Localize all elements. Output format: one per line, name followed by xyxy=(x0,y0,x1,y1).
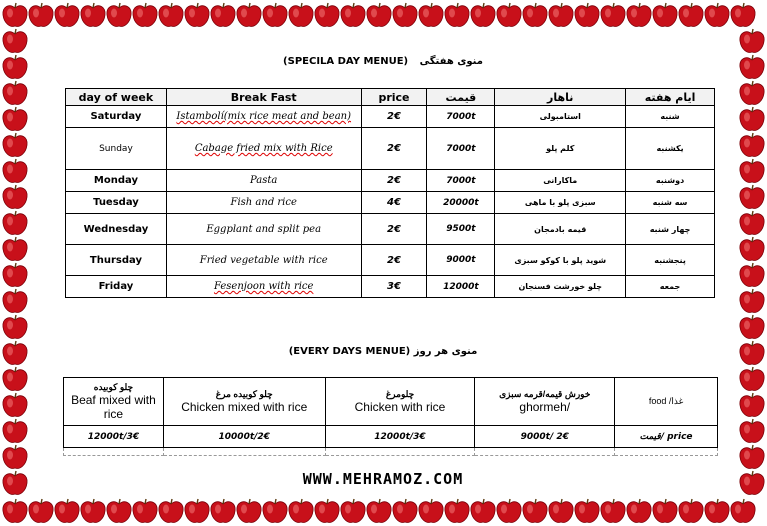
breakfast-text: Cabage fried mix with Rice xyxy=(194,143,333,154)
menu-page xyxy=(38,36,728,492)
apple-icon xyxy=(104,496,134,526)
daily-menu-table xyxy=(63,377,718,456)
lunch-fa-cell: شوید پلو با کوکو سبزی xyxy=(495,245,626,276)
price-cell: 2€ xyxy=(361,128,427,170)
apple-icon xyxy=(624,0,654,30)
apple-icon xyxy=(737,390,767,420)
daily-price: 12000t/3€ xyxy=(325,426,475,448)
price-toman-cell: 7000t xyxy=(427,170,495,192)
lunch-fa-cell: قیمه بادمجان xyxy=(495,214,626,245)
weekly-menu-table xyxy=(65,88,715,298)
apple-icon xyxy=(0,338,30,368)
apple-icon xyxy=(728,496,758,526)
apple-icon xyxy=(737,104,767,134)
breakfast-cell xyxy=(166,170,361,192)
col-day-of-week: day of week xyxy=(66,89,167,106)
apple-icon xyxy=(737,130,767,160)
price-cell: 3€ xyxy=(361,276,427,298)
price-label: قیمت/ price xyxy=(615,426,718,448)
apple-icon xyxy=(0,208,30,238)
apple-icon xyxy=(416,0,446,30)
daily-items-row xyxy=(64,378,718,426)
day-fa-cell: چهار شنبه xyxy=(626,214,715,245)
day-fa-cell: یکشنبه xyxy=(626,128,715,170)
daily-price: 10000t/2€ xyxy=(163,426,325,448)
apple-icon xyxy=(208,0,238,30)
daily-menu-title xyxy=(38,346,728,357)
weekly-row xyxy=(66,214,715,245)
day-fa-cell: جمعه xyxy=(626,276,715,298)
price-toman-cell: 20000t xyxy=(427,192,495,214)
daily-price-row xyxy=(64,426,718,448)
apple-icon xyxy=(364,496,394,526)
price-toman-cell: 7000t xyxy=(427,106,495,128)
day-fa-cell: شنبه xyxy=(626,106,715,128)
weekly-menu-title xyxy=(38,56,728,67)
daily-title-en: (EVERY DAYS MENUE) xyxy=(288,346,411,357)
apple-icon xyxy=(650,496,680,526)
day-cell: Sunday xyxy=(66,128,167,170)
apple-icon xyxy=(286,0,316,30)
weekly-header-row xyxy=(66,89,715,106)
price-toman-cell: 7000t xyxy=(427,128,495,170)
apple-icon xyxy=(0,312,30,342)
daily-price: 12000t/3€ xyxy=(64,426,164,448)
apple-icon xyxy=(546,0,576,30)
apple-icon xyxy=(390,496,420,526)
daily-item-en: Chicken mixed with rice xyxy=(181,400,308,414)
apple-icon xyxy=(156,0,186,30)
daily-item-fa: خورش قیمه/قرمه سبزی xyxy=(499,389,591,399)
apple-icon xyxy=(0,156,30,186)
apple-icon xyxy=(104,0,134,30)
apple-icon xyxy=(737,260,767,290)
apple-icon xyxy=(0,0,30,30)
apple-icon xyxy=(78,0,108,30)
breakfast-cell xyxy=(166,128,361,170)
col-lunch-fa: ناهار xyxy=(495,89,626,106)
daily-title-fa: منوی هر روز xyxy=(413,346,478,357)
apple-icon xyxy=(0,416,30,446)
apple-icon xyxy=(737,208,767,238)
apple-icon xyxy=(702,0,732,30)
breakfast-cell xyxy=(166,192,361,214)
price-cell: 2€ xyxy=(361,214,427,245)
apple-icon xyxy=(650,0,680,30)
apple-icon xyxy=(364,0,394,30)
day-fa-cell: پنجشنبه xyxy=(626,245,715,276)
apple-icon xyxy=(0,234,30,264)
day-cell: Monday xyxy=(66,170,167,192)
apple-icon xyxy=(416,496,446,526)
breakfast-cell xyxy=(166,276,361,298)
apple-icon xyxy=(624,496,654,526)
price-cell: 2€ xyxy=(361,106,427,128)
apple-icon xyxy=(286,496,316,526)
weekly-row xyxy=(66,106,715,128)
apple-icon xyxy=(0,286,30,316)
apple-icon xyxy=(572,496,602,526)
weekly-title-fa: منوی هفتگی xyxy=(419,56,483,67)
empty-cell xyxy=(475,448,615,456)
apple-icon xyxy=(260,496,290,526)
daily-item-cell xyxy=(64,378,164,426)
daily-item-en: Beaf mixed with rice xyxy=(71,393,156,421)
weekly-title-en: (SPECILA DAY MENUE) xyxy=(283,56,409,67)
daily-item-fa: چلومرغ xyxy=(385,389,415,399)
apple-icon xyxy=(0,52,30,82)
breakfast-text: Fish and rice xyxy=(230,197,297,208)
apple-icon xyxy=(0,130,30,160)
apple-icon xyxy=(52,496,82,526)
day-fa-cell: سه شنبه xyxy=(626,192,715,214)
apple-icon xyxy=(0,442,30,472)
col-breakfast: Break Fast xyxy=(166,89,361,106)
apple-icon xyxy=(312,0,342,30)
price-cell: 2€ xyxy=(361,245,427,276)
apple-icon xyxy=(338,496,368,526)
apple-icon xyxy=(442,0,472,30)
apple-icon xyxy=(442,496,472,526)
apple-icon xyxy=(702,496,732,526)
apple-icon xyxy=(737,312,767,342)
price-cell: 4€ xyxy=(361,192,427,214)
apple-icon xyxy=(676,0,706,30)
empty-cell xyxy=(64,448,164,456)
breakfast-text: Istambolí(mix rice meat and bean) xyxy=(176,111,352,122)
apple-icon xyxy=(598,0,628,30)
apple-icon xyxy=(260,0,290,30)
apple-icon xyxy=(0,468,30,498)
weekly-row xyxy=(66,276,715,298)
apple-icon xyxy=(0,78,30,108)
apple-icon xyxy=(468,496,498,526)
apple-icon xyxy=(520,0,550,30)
apple-icon xyxy=(208,496,238,526)
apple-icon xyxy=(130,496,160,526)
apple-icon xyxy=(26,496,56,526)
apple-icon xyxy=(494,496,524,526)
apple-icon xyxy=(676,496,706,526)
apple-icon xyxy=(312,496,342,526)
weekly-row xyxy=(66,245,715,276)
lunch-fa-cell: سبزی پلو با ماهی xyxy=(495,192,626,214)
breakfast-text: Pasta xyxy=(250,175,278,186)
food-label: food /غذا xyxy=(615,378,718,426)
apple-icon xyxy=(728,0,758,30)
daily-item-cell xyxy=(325,378,475,426)
breakfast-text: Fried vegetable with rice xyxy=(199,254,328,266)
daily-item-cell xyxy=(475,378,615,426)
day-cell: Friday xyxy=(66,276,167,298)
apple-icon xyxy=(494,0,524,30)
apple-icon xyxy=(130,0,160,30)
apple-icon xyxy=(598,496,628,526)
weekly-row xyxy=(66,192,715,214)
col-price-fa: قیمت xyxy=(427,89,495,106)
apple-icon xyxy=(737,364,767,394)
weekly-row xyxy=(66,128,715,170)
apple-icon xyxy=(78,496,108,526)
daily-empty-row xyxy=(64,448,718,456)
col-day-fa: ایام هفته xyxy=(626,89,715,106)
lunch-fa-cell: ماکارانی xyxy=(495,170,626,192)
breakfast-cell xyxy=(166,106,361,128)
apple-icon xyxy=(338,0,368,30)
apple-icon xyxy=(737,182,767,212)
breakfast-text: Fesenjoon with rice xyxy=(213,281,314,292)
day-cell: Thursday xyxy=(66,245,167,276)
apple-icon xyxy=(234,496,264,526)
apple-icon xyxy=(468,0,498,30)
empty-cell xyxy=(163,448,325,456)
apple-icon xyxy=(0,496,30,526)
day-cell: Tuesday xyxy=(66,192,167,214)
day-cell: Wednesday xyxy=(66,214,167,245)
day-cell: Saturday xyxy=(66,106,167,128)
website-link[interactable]: WWW.MEHRAMOZ.COM xyxy=(302,470,464,488)
apple-icon xyxy=(737,26,767,56)
apple-icon xyxy=(737,52,767,82)
day-fa-cell: دوشنبه xyxy=(626,170,715,192)
lunch-fa-cell: استامبولی xyxy=(495,106,626,128)
daily-item-en: ghormeh/ xyxy=(519,400,571,414)
breakfast-cell xyxy=(166,245,361,276)
weekly-row xyxy=(66,170,715,192)
apple-icon xyxy=(737,234,767,264)
apple-icon xyxy=(737,416,767,446)
apple-icon xyxy=(572,0,602,30)
apple-icon xyxy=(737,338,767,368)
price-toman-cell: 9500t xyxy=(427,214,495,245)
apple-icon xyxy=(26,0,56,30)
apple-icon xyxy=(0,260,30,290)
apple-icon xyxy=(546,496,576,526)
apple-icon xyxy=(0,182,30,212)
apple-icon xyxy=(182,496,212,526)
empty-cell xyxy=(615,448,718,456)
apple-icon xyxy=(156,496,186,526)
apple-icon xyxy=(737,286,767,316)
apple-icon xyxy=(737,468,767,498)
apple-icon xyxy=(52,0,82,30)
apple-icon xyxy=(737,156,767,186)
empty-cell xyxy=(325,448,475,456)
apple-icon xyxy=(182,0,212,30)
apple-icon xyxy=(737,78,767,108)
lunch-fa-cell: چلو خورشت فسنجان xyxy=(495,276,626,298)
daily-price: 9000t/ 2€ xyxy=(475,426,615,448)
breakfast-text: Eggplant and split pea xyxy=(206,223,322,235)
col-price: price xyxy=(361,89,427,106)
apple-icon xyxy=(0,390,30,420)
apple-icon xyxy=(520,496,550,526)
price-toman-cell: 9000t xyxy=(427,245,495,276)
apple-icon xyxy=(0,104,30,134)
apple-icon xyxy=(737,442,767,472)
daily-item-fa: چلو کوبیده مرغ xyxy=(215,389,273,399)
daily-item-cell xyxy=(163,378,325,426)
price-cell: 2€ xyxy=(361,170,427,192)
daily-item-fa: چلو کوبیده xyxy=(93,382,134,392)
apple-icon xyxy=(0,364,30,394)
price-toman-cell: 12000t xyxy=(427,276,495,298)
breakfast-cell xyxy=(166,214,361,245)
apple-icon xyxy=(390,0,420,30)
daily-item-en: Chicken with rice xyxy=(354,400,446,414)
apple-icon xyxy=(0,26,30,56)
apple-icon xyxy=(234,0,264,30)
lunch-fa-cell: کلم پلو xyxy=(495,128,626,170)
